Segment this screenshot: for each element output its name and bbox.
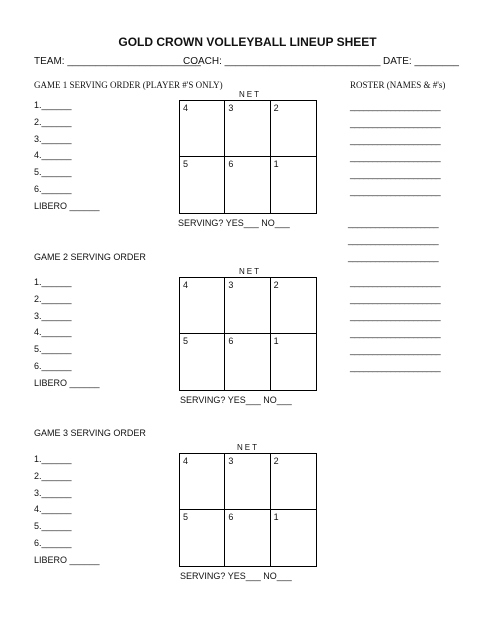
- roster-line[interactable]: ____________________: [350, 294, 441, 304]
- game-2-serving-field[interactable]: SERVING? YES___ NO___: [180, 395, 292, 405]
- serving-slot[interactable]: 5.______: [34, 344, 72, 355]
- court-position[interactable]: 1: [273, 159, 279, 169]
- game-1-label: GAME 1 SERVING ORDER (PLAYER #'S ONLY): [34, 80, 223, 90]
- court-position[interactable]: 5: [180, 157, 225, 213]
- serving-slot[interactable]: 2.______: [34, 293, 72, 304]
- roster-line[interactable]: ____________________: [348, 235, 439, 245]
- game-2-label: GAME 2 SERVING ORDER: [34, 252, 146, 262]
- court-position[interactable]: 2: [271, 101, 316, 157]
- roster-line[interactable]: ____________________: [350, 118, 441, 128]
- roster-line[interactable]: ____________________: [350, 277, 441, 287]
- roster-line[interactable]: ____________________: [350, 328, 441, 338]
- game-2-court: [179, 277, 317, 391]
- game-3-court: [179, 453, 317, 567]
- libero-field[interactable]: LIBERO ______: [34, 200, 100, 211]
- roster-line[interactable]: ____________________: [350, 135, 441, 145]
- roster-line[interactable]: ____________________: [350, 362, 441, 372]
- net-label: NET: [239, 267, 261, 276]
- game-3-serving-field[interactable]: SERVING? YES___ NO___: [180, 571, 292, 581]
- page-title: GOLD CROWN VOLLEYBALL LINEUP SHEET: [118, 35, 377, 49]
- serving-slot[interactable]: 3.______: [34, 487, 72, 498]
- court-position[interactable]: 5: [180, 510, 225, 566]
- coach-field[interactable]: COACH: ____________________________: [183, 56, 381, 67]
- game-1-court: [179, 100, 317, 214]
- serving-slot[interactable]: 1.______: [34, 100, 72, 110]
- game-3-label: GAME 3 SERVING ORDER: [34, 428, 146, 438]
- serving-slot[interactable]: 3.______: [34, 310, 72, 321]
- serving-slot[interactable]: 6.______: [34, 360, 72, 371]
- court-position[interactable]: 1: [273, 512, 279, 522]
- serving-slot[interactable]: 2.______: [34, 470, 72, 481]
- serving-slot[interactable]: 1.______: [34, 454, 72, 464]
- serving-slot[interactable]: 2.______: [34, 116, 72, 127]
- roster-line[interactable]: ____________________: [350, 169, 441, 179]
- serving-slot[interactable]: 1.______: [34, 277, 72, 287]
- roster-line[interactable]: ____________________: [350, 152, 441, 162]
- roster-line[interactable]: ____________________: [350, 311, 441, 321]
- court-position[interactable]: 3: [225, 454, 270, 510]
- court-position[interactable]: 6: [225, 157, 270, 213]
- court-position[interactable]: 2: [271, 454, 316, 510]
- serving-slot[interactable]: 5.______: [34, 521, 72, 532]
- serving-slot[interactable]: 6.______: [34, 183, 72, 194]
- game-3-serving-order: [34, 451, 100, 569]
- net-label: NET: [239, 90, 261, 99]
- serving-slot[interactable]: 3.______: [34, 133, 72, 144]
- roster-line[interactable]: ____________________: [348, 218, 439, 228]
- court-position[interactable]: 2: [271, 278, 316, 334]
- date-field[interactable]: DATE: ________: [383, 56, 459, 67]
- court-position[interactable]: 3: [225, 101, 270, 157]
- serving-slot[interactable]: 6.______: [34, 537, 72, 548]
- roster-line[interactable]: ____________________: [350, 186, 441, 196]
- roster-line[interactable]: ____________________: [348, 252, 439, 262]
- libero-field[interactable]: LIBERO ______: [34, 377, 100, 388]
- court-position[interactable]: 6: [225, 510, 270, 566]
- court-position[interactable]: 4: [180, 278, 225, 334]
- court-position[interactable]: 5: [180, 334, 225, 390]
- roster-line[interactable]: ____________________: [350, 345, 441, 355]
- serving-slot[interactable]: 4.______: [34, 327, 72, 338]
- court-position[interactable]: 3: [225, 278, 270, 334]
- game-1-serving-field[interactable]: SERVING? YES___ NO___: [178, 218, 290, 228]
- roster-heading: ROSTER (NAMES & #'s): [350, 80, 446, 90]
- game-1-serving-order: [34, 97, 100, 215]
- court-position[interactable]: 4: [180, 101, 225, 157]
- serving-slot[interactable]: 4.______: [34, 150, 72, 161]
- game-2-serving-order: [34, 274, 100, 392]
- libero-field[interactable]: LIBERO ______: [34, 554, 100, 565]
- serving-slot[interactable]: 5.______: [34, 167, 72, 178]
- court-position[interactable]: 6: [225, 334, 270, 390]
- serving-slot[interactable]: 4.______: [34, 504, 72, 515]
- court-position[interactable]: 1: [273, 336, 279, 346]
- team-field[interactable]: TEAM: ________________________: [34, 56, 201, 67]
- court-position[interactable]: 4: [180, 454, 225, 510]
- roster-line[interactable]: ____________________: [350, 101, 441, 111]
- net-label: NET: [237, 443, 259, 452]
